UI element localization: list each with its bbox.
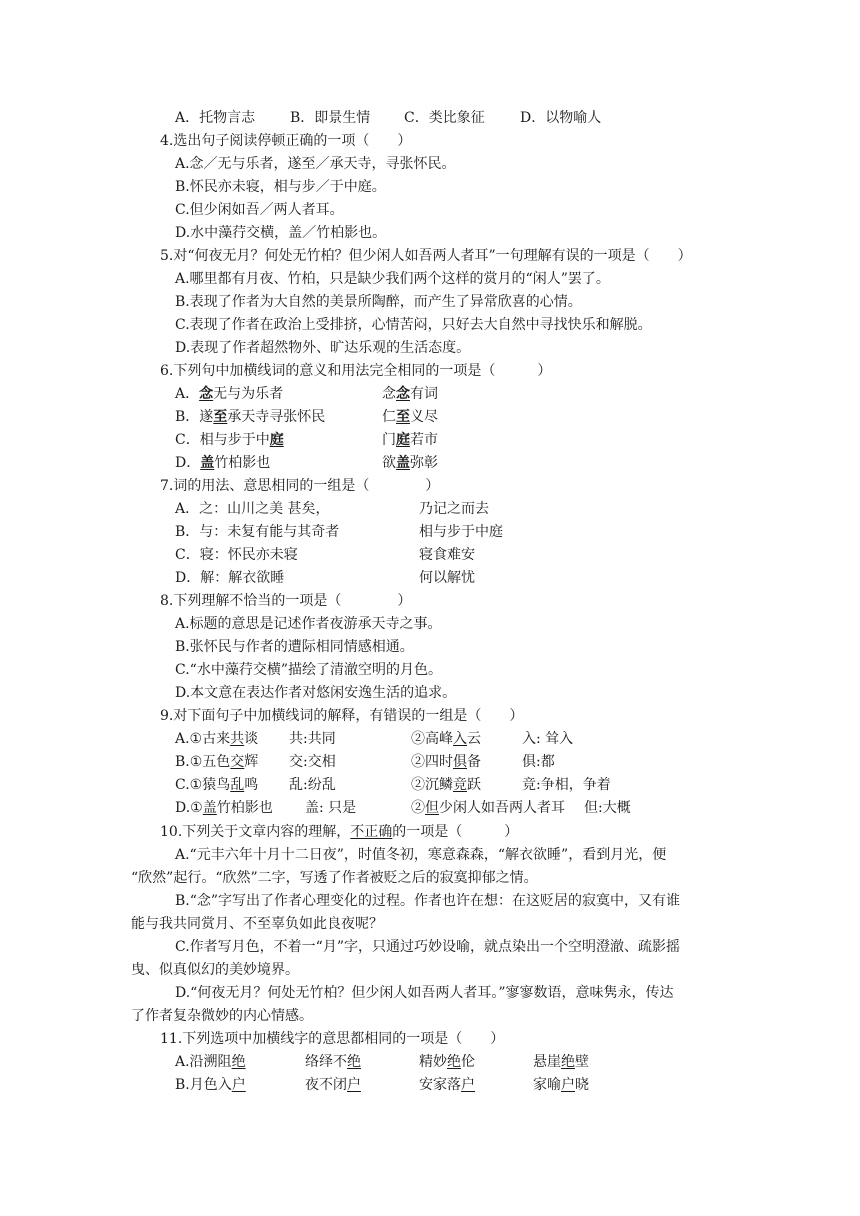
underlined-word: 户 [347, 1077, 361, 1093]
q10-option-b-line1: B.“念”字写出了作者心理变化的过程。作者也许在想：在这贬居的寂寞中，又有谁 [175, 893, 681, 909]
q5-option-c: C.表现了作者在政治上受排挤，心情苦闷，只好去大自然中寻找快乐和解脱。 [175, 317, 652, 333]
q6-option-d-right: 欲盖弥彰 [382, 455, 438, 471]
underlined-word: 绝 [347, 1054, 361, 1070]
q10-option-b-line2: 能与我共同赏月、不至辜负如此良夜呢？ [131, 916, 383, 932]
underlined-word: 念 [396, 386, 410, 402]
q9-option-b-item2: ②四时俱备 [411, 754, 481, 770]
underlined-word: 乱 [230, 777, 245, 793]
q7-option-c-right: 寝食难安 [419, 547, 475, 563]
underlined-word: 至 [396, 409, 410, 425]
q9-option-b-expl2: 俱:都 [522, 754, 555, 770]
q9-option-c-expl2: 竞:争相，争着 [522, 777, 611, 793]
underlined-phrase: 不正确 [350, 824, 393, 840]
q9-option-c-item1: C.①猿鸟乱鸣 [175, 777, 259, 793]
q6-option-c-left: C．相与步于中庭 [175, 432, 284, 448]
option-b: B．即景生情 [290, 110, 371, 126]
question-9-stem: 9.对下面句子中加横线词的解释，有错误的一组是（ ） [160, 708, 524, 724]
q11-option-a-item4: 悬崖绝壁 [533, 1054, 589, 1070]
q9-option-c-item2: ②沉鳞竞跃 [411, 777, 481, 793]
underlined-word: 户 [231, 1077, 246, 1093]
q9-option-a-expl1: 共:共同 [289, 731, 336, 747]
underlined-word: 入 [453, 731, 467, 747]
underlined-word: 竞 [453, 777, 467, 793]
q10-option-d-line2: 了作者复杂微妙的内心情感。 [131, 1008, 313, 1024]
q6-option-d-left: D．盖竹柏影也 [175, 455, 271, 471]
q6-option-b-left: B．遂至承天寺寻张怀民 [175, 409, 326, 425]
q7-option-d-left: D．解：解衣欲睡 [175, 570, 285, 586]
underlined-word: 盖 [396, 455, 410, 471]
q7-option-c-left: C．寝：怀民亦未寝 [175, 547, 298, 563]
q4-option-c: C.但少闲如吾／两人者耳。 [175, 202, 344, 218]
q6-option-c-right: 门庭若市 [382, 432, 438, 448]
underlined-word: 但 [425, 800, 439, 816]
q10-option-c-line2: 曳、似真似幻的美妙境界。 [131, 962, 299, 978]
underlined-word: 盖 [202, 800, 217, 816]
q7-option-a-left: A．之：山川之美 甚矣， [175, 501, 330, 517]
q4-option-b: B.怀民亦未寝，相与步／于中庭。 [175, 179, 386, 195]
q11-option-b-item1: B.月色入户 [175, 1077, 246, 1093]
q7-option-a-right: 乃记之而去 [419, 501, 489, 517]
q9-option-b-expl1: 交:交相 [289, 754, 336, 770]
underlined-word: 绝 [447, 1054, 461, 1070]
question-4-stem: 4.选出句子阅读停顿正确的一项（ ） [160, 133, 412, 149]
underlined-word: 庭 [396, 432, 410, 448]
q7-option-b-right: 相与步于中庭 [419, 524, 503, 540]
q11-option-b-item2: 夜不闭户 [305, 1077, 361, 1093]
q5-option-d: D.表现了作者超然物外、旷达乐观的生活态度。 [175, 340, 471, 356]
q11-option-b-item4: 家喻户晓 [533, 1077, 589, 1093]
q6-option-b-right: 仁至义尽 [382, 409, 438, 425]
q9-option-a-item1: A.①古来共谈 [175, 731, 259, 747]
q9-option-c-expl1: 乱:纷乱 [289, 777, 336, 793]
q9-option-d-item1: D.①盖竹柏影也 [175, 800, 273, 816]
q5-option-a: A.哪里都有月夜、竹柏，只是缺少我们两个这样的赏月的“闲人”罢了。 [175, 271, 610, 287]
underlined-word: 绝 [231, 1054, 246, 1070]
q9-option-a-item2: ②高峰入云 [411, 731, 481, 747]
underlined-word: 绝 [561, 1054, 575, 1070]
underlined-word: 念 [199, 386, 214, 402]
underlined-word: 庭 [269, 432, 284, 448]
underlined-word: 共 [230, 731, 245, 747]
question-5-stem: 5.对“何夜无月？何处无竹柏？但少闲人如吾两人者耳”一句理解有误的一项是（ ） [160, 248, 692, 264]
q9-option-a-expl2: 入: 耸入 [522, 731, 574, 747]
q8-option-b: B.张怀民与作者的遭际相同情感相通。 [175, 639, 414, 655]
question-7-stem: 7.词的用法、意思相同的一组是（ ） [160, 478, 440, 494]
q10-option-c-line1: C.作者写月色，不着一“月”字，只通过巧妙设喻，就点染出一个空明澄澈、疏影摇 [175, 939, 680, 955]
option-a: A．托物言志 [175, 110, 256, 126]
q11-option-a-item2: 络绎不绝 [305, 1054, 361, 1070]
option-d: D．以物喻人 [520, 110, 602, 126]
q9-option-d-expl2: 但:大概 [584, 800, 631, 816]
option-c: C．类比象征 [404, 110, 485, 126]
q4-option-d: D.水中藻荇交横，盖／竹柏影也。 [175, 225, 387, 241]
question-8-stem: 8.下列理解不恰当的一项是（ ） [160, 593, 412, 609]
q7-option-d-right: 何以解忧 [419, 570, 475, 586]
question-6-stem: 6.下列句中加横线词的意义和用法完全相同的一项是（ ） [160, 363, 552, 379]
underlined-word: 俱 [453, 754, 467, 770]
q11-option-a-item3: 精妙绝伦 [419, 1054, 475, 1070]
q8-option-a: A.标题的意思是记述作者夜游承天寺之事。 [175, 616, 442, 632]
underlined-word: 户 [461, 1077, 475, 1093]
q9-option-b-item1: B.①五色交辉 [175, 754, 259, 770]
q10-option-d-line1: D.“何夜无月？何处无竹柏？但少闲人如吾两人者耳。”寥寥数语，意味隽永，传达 [175, 985, 674, 1001]
q10-option-a-line1: A.“元丰六年十月十二日夜”，时值冬初，寒意森森，“解衣欲睡”，看到月光，便 [175, 847, 667, 863]
q7-option-b-left: B．与：未复有能与其奇者 [175, 524, 340, 540]
q8-option-d: D.本文意在表达作者对悠闲安逸生活的追求。 [175, 685, 457, 701]
underlined-word: 交 [230, 754, 245, 770]
q10-option-a-line2: “欣然”起行。“欣然”二字，写透了作者被贬之后的寂寞抑郁之情。 [131, 870, 538, 886]
q11-option-a-item1: A.沿溯阻绝 [175, 1054, 246, 1070]
q4-option-a: A.念／无与乐者，遂至／承天寺，寻张怀民。 [175, 156, 456, 172]
q9-option-d-item2: ②但少闲人如吾两人者耳 [411, 800, 565, 816]
q9-option-d-expl1: 盖: 只是 [305, 800, 357, 816]
q11-option-b-item3: 安家落户 [419, 1077, 475, 1093]
underlined-word: 户 [561, 1077, 575, 1093]
q5-option-b: B.表现了作者为大自然的美景所陶醉，而产生了异常欣喜的心情。 [175, 294, 582, 310]
q6-option-a-left: A．念无与为乐者 [175, 386, 284, 402]
question-10-stem: 10.下列关于文章内容的理解，不正确的一项是（ ） [160, 824, 519, 840]
underlined-word: 至 [213, 409, 228, 425]
underlined-word: 盖 [200, 455, 215, 471]
q8-option-c: C.“水中藻荇交横”描绘了清澈空明的月色。 [175, 662, 442, 678]
question-11-stem: 11.下列选项中加横线字的意思都相同的一项是（ ） [160, 1031, 505, 1047]
q6-option-a-right: 念念有词 [382, 386, 438, 402]
